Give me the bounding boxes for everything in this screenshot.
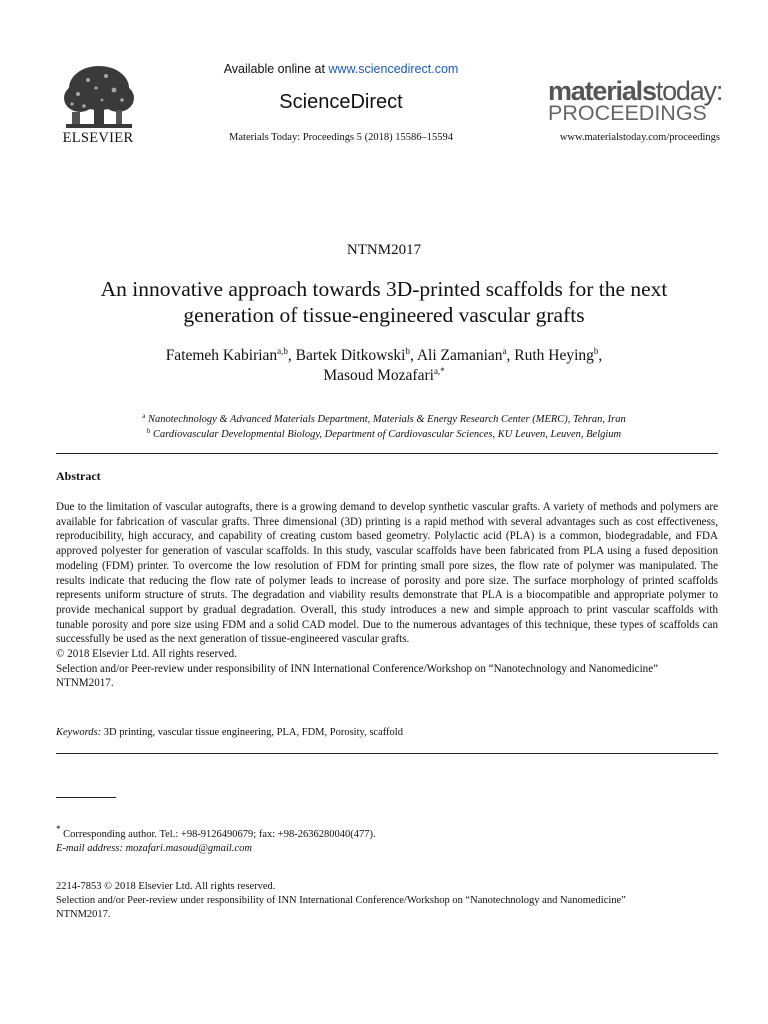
abstract-copyright: © 2018 Elsevier Ltd. All rights reserved. xyxy=(56,648,237,661)
author-name: Bartek Ditkowski xyxy=(295,347,406,364)
author-name: Ruth Heying xyxy=(514,347,594,364)
issn-line: NTNM2017. xyxy=(56,909,111,920)
title-line: generation of tissue-engineered vascular grafts xyxy=(183,303,585,327)
author-sep: , xyxy=(409,347,417,364)
author-name: Ali Zamanian xyxy=(416,347,503,364)
author-sup: a,* xyxy=(433,366,445,376)
title-line: An innovative approach towards 3D-printed scaffolds for the next xyxy=(100,277,668,301)
issn-block xyxy=(56,880,718,922)
author-sep: , xyxy=(287,347,296,364)
materials-today-logo xyxy=(548,76,723,125)
affiliation-text: Cardiovascular Developmental Biology, Department of Cardiovascular Sciences, KU Leuven, Leuven, Belgium xyxy=(150,428,622,440)
keywords xyxy=(56,727,718,738)
footnote-star: * xyxy=(56,824,61,834)
abstract-review-tail: NTNM2017. xyxy=(56,677,114,690)
abstract-heading: Abstract xyxy=(56,469,101,483)
corresponding-author: Corresponding author. Tel.: +98-9126490679; fax: +98-2636280040(477). xyxy=(63,829,376,840)
footnote-rule xyxy=(56,797,116,798)
author-name: Fatemeh Kabirian xyxy=(165,347,278,364)
author-sup: b xyxy=(405,346,410,356)
keywords-text: 3D printing, vascular tissue engineering, PLA, FDM, Porosity, scaffold xyxy=(101,727,403,738)
affiliation xyxy=(40,413,728,428)
author-sup: b xyxy=(593,346,599,356)
journal-citation: Materials Today: Proceedings 5 (2018) 15586–15594 xyxy=(229,132,453,143)
affiliation-sup: a xyxy=(142,412,146,420)
divider-top xyxy=(56,453,718,454)
issn-line: 2214-7853 © 2018 Elsevier Ltd. All rights reserved. xyxy=(56,881,276,892)
available-online xyxy=(200,62,482,76)
affiliation-sup: b xyxy=(146,426,151,435)
abstract-block xyxy=(56,500,718,691)
logo-sub: PROCEEDINGS xyxy=(548,101,707,125)
logo-light: today: xyxy=(655,76,723,106)
affiliations xyxy=(40,413,728,442)
abstract-text: Due to the limitation of vascular autografts, there is a growing demand to develop synthetic vascular grafts. A variety of methods and polymers are available for fabrication of vascular grafts. Three dimensional (3D) printing is a rapid method with several advantages such as cost effectiveness, reproducibility, high accuracy, and capability of creating custom based geometry. Polylactic acid (PLA) is a common, biodegradable, and FDA approved polyester for generation of vascular scaffolds. In this study, vascular scaffolds have been fabricated from PLA using a fused deposition modeling (FDM) printer. To overcome the low resolution of FDM for printing small pore sizes, the flow rate of polymer was manipulated. The results indicate that reducing the flow rate of polymer leads to increase of porosity and pore size. The surface morphology of printed scaffolds represents uniform structure of struts. The degradation and viability results demonstrate that PLA is a biocompatible and appropriate polymer to provide mechanical support by gradual degradation. Overall, this study introduces a new and simple approach to print vascular scaffolds with tunable porosity and pore size using FDM and a solid CAD model. Due to the numerous advantages of this technique, these types of scaffolds can successfully be used as the next generation of tissue-engineered vascular grafts. xyxy=(56,501,718,646)
journal-url[interactable]: www.materialstoday.com/proceedings xyxy=(559,132,720,143)
platform-name: ScienceDirect xyxy=(279,91,403,113)
divider-bottom xyxy=(56,753,718,754)
author-sup: a xyxy=(502,346,507,356)
sciencedirect-link[interactable]: www.sciencedirect.com xyxy=(328,62,459,76)
paper-title xyxy=(40,276,728,328)
author-sep: , xyxy=(598,347,603,364)
author-sup: a,b xyxy=(277,346,288,356)
affiliation xyxy=(40,428,728,443)
author-sep: , xyxy=(506,347,515,364)
publisher-name: ELSEVIER xyxy=(62,130,134,146)
conference-name: NTNM2017 xyxy=(346,242,422,258)
author-name: Masoud Mozafari xyxy=(323,367,434,384)
affiliation-text: Nanotechnology & Advanced Materials Department, Materials & Energy Research Center (MERC), Tehran, Iran xyxy=(145,414,626,425)
keywords-label: Keywords: xyxy=(56,727,102,738)
logo-bold: materials xyxy=(548,76,656,106)
footnote xyxy=(56,824,718,856)
author-list xyxy=(40,346,728,386)
available-prefix: Available online at xyxy=(223,62,329,76)
abstract-review: Selection and/or Peer-review under responsibility of INN International Conference/Workshop on “Nanotechnology and Nanomedicine” xyxy=(56,662,659,675)
email-address[interactable]: E-mail address: mozafari.masoud@gmail.com xyxy=(56,843,252,854)
issn-line: Selection and/or Peer-review under responsibility of INN International Conference/Workshop on “Nanotechnology and Nanomedicine” xyxy=(56,895,626,906)
